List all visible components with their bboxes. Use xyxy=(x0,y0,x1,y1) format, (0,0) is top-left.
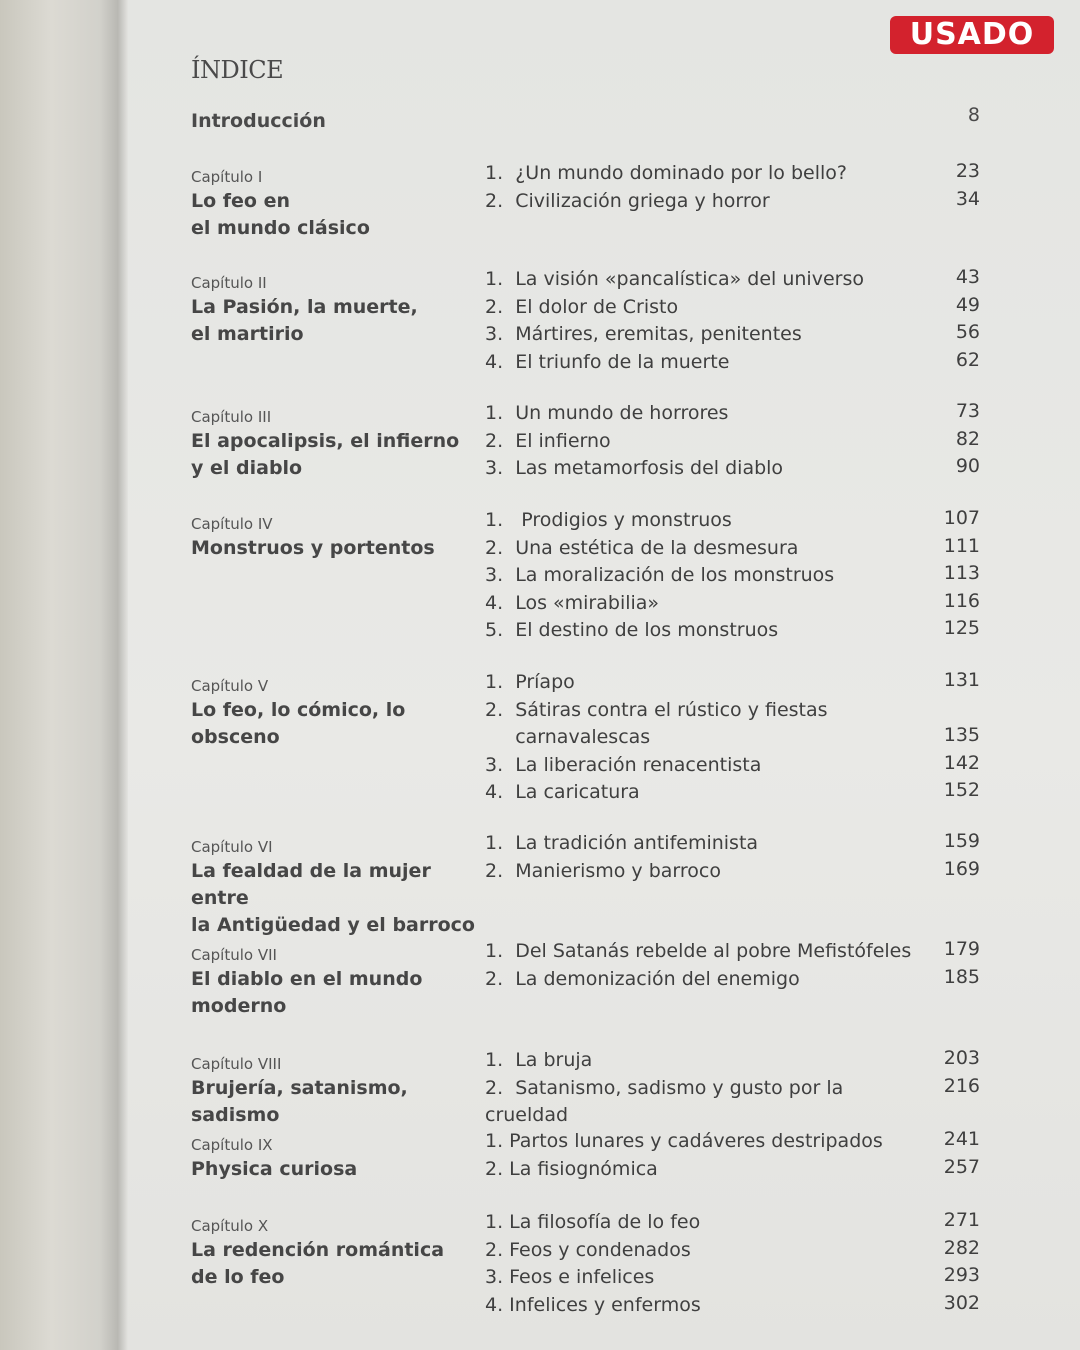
toc-entry-page-number: 302 xyxy=(943,1291,980,1314)
introduction-page-number: 8 xyxy=(967,104,980,126)
toc-entry-title: 1. La tradición antifeminista xyxy=(485,832,759,854)
toc-entry-page-number: 49 xyxy=(955,293,980,316)
toc-entry-title: 1. La visión «pancalística» del universo xyxy=(485,268,864,290)
toc-entry xyxy=(485,669,985,697)
chapter-label: Capítulo X xyxy=(191,1217,269,1235)
toc-entry-title: 2. Una estética de la desmesura xyxy=(485,536,799,559)
toc-entry xyxy=(485,562,985,590)
book-spine xyxy=(0,0,128,1350)
toc-entry xyxy=(485,830,985,858)
toc-entry-title: 2. Civilización griega y horror xyxy=(485,189,770,212)
toc-entry-page-number: 185 xyxy=(943,965,980,988)
toc-entry-page-number: 34 xyxy=(955,187,980,210)
toc-entry-page-number: 73 xyxy=(955,400,980,422)
toc-entry-title: 4. Infelices y enfermos xyxy=(485,1293,701,1316)
chapter-entries xyxy=(485,938,985,993)
chapter-label: Capítulo VI xyxy=(191,838,273,856)
toc-entry-title: 4. Los «mirabilia» xyxy=(485,591,660,614)
toc-entry-page-number: 125 xyxy=(943,617,980,639)
toc-entry xyxy=(485,1264,985,1292)
chapter-entries xyxy=(485,830,985,885)
toc-entry-page-number: 82 xyxy=(955,427,980,450)
toc-entry-page-number: 216 xyxy=(943,1074,980,1097)
toc-entry xyxy=(485,1074,985,1126)
toc-entry-title: 2. El infierno xyxy=(485,429,611,452)
chapter-title: Lo feo en el mundo clásico xyxy=(191,190,370,239)
chapter-entries xyxy=(485,507,985,645)
chapter-title: Monstruos y portentos xyxy=(191,537,435,559)
toc-entry-title: 4. El triunfo de la muerte xyxy=(485,350,730,373)
toc-entry-page-number: 135 xyxy=(943,723,980,746)
chapter-title: Brujería, satanismo, sadismo xyxy=(191,1077,408,1126)
toc-entry-title: 3. Feos e infelices xyxy=(485,1266,655,1288)
toc-entry xyxy=(485,455,985,483)
toc-entry-page-number: 241 xyxy=(943,1128,980,1150)
toc-entry-title: 3. La moralización de los monstruos xyxy=(485,564,835,586)
toc-entry xyxy=(485,1047,985,1075)
toc-entry-title: 2. Satanismo, sadismo y gusto por la crueldad xyxy=(485,1076,850,1126)
toc-entry xyxy=(485,349,985,377)
chapter-label: Capítulo III xyxy=(191,408,272,426)
toc-entry-title: 1. ¿Un mundo dominado por lo bello? xyxy=(485,162,847,184)
chapter-title: El apocalipsis, el infierno y el diablo xyxy=(191,430,460,479)
chapter-title: El diablo en el mundo moderno xyxy=(191,968,423,1017)
toc-entry-page-number: 113 xyxy=(943,562,980,584)
toc-entry-title: 5. El destino de los monstruos xyxy=(485,619,779,641)
toc-entry-page-number: 62 xyxy=(955,348,980,371)
chapter-title: La fealdad de la mujer entre la Antigüedad y el barroco xyxy=(191,860,475,936)
chapter-title: Lo feo, lo cómico, lo obsceno xyxy=(191,699,406,748)
toc-entry-title: 2. La demonización del enemigo xyxy=(485,967,800,990)
chapter-entries xyxy=(485,160,985,215)
toc-entry xyxy=(485,617,985,645)
toc-entry xyxy=(485,535,985,563)
toc-entry xyxy=(485,966,985,994)
toc-entry-title: 3. Las metamorfosis del diablo xyxy=(485,457,784,479)
toc-entry xyxy=(485,266,985,294)
chapter-label: Capítulo IX xyxy=(191,1136,273,1154)
toc-entry xyxy=(485,779,985,807)
chapter-label: Capítulo I xyxy=(191,168,263,186)
toc-entry xyxy=(485,1156,985,1184)
toc-entry-page-number: 131 xyxy=(943,669,980,691)
toc-entry xyxy=(485,697,985,752)
toc-entry-title: 1. La filosofía de lo feo xyxy=(485,1211,701,1233)
toc-entry xyxy=(485,1209,985,1237)
chapter-entries xyxy=(485,1047,985,1126)
toc-entry-page-number: 56 xyxy=(955,321,980,343)
toc-entry xyxy=(485,400,985,428)
chapter-title: La redención romántica de lo feo xyxy=(191,1239,445,1288)
toc-entry-page-number: 293 xyxy=(943,1264,980,1286)
toc-entry-title: 1. Un mundo de horrores xyxy=(485,402,729,424)
toc-entry-page-number: 142 xyxy=(943,751,980,774)
toc-entry-title: 1. Prodigios y monstruos xyxy=(485,509,732,531)
toc-entry-page-number: 107 xyxy=(943,507,980,529)
chapter-title: Physica curiosa xyxy=(191,1158,358,1180)
toc-entry-page-number: 43 xyxy=(955,266,980,288)
toc-entry-title: 2. El dolor de Cristo xyxy=(485,295,679,318)
toc-entry-page-number: 152 xyxy=(943,779,980,801)
toc-entry-title: 2. Feos y condenados xyxy=(485,1238,691,1261)
toc-entry xyxy=(485,858,985,886)
toc-entry-title: 1. Príapo xyxy=(485,671,575,693)
toc-entry xyxy=(485,590,985,618)
introduction-label: Introducción xyxy=(191,110,326,132)
chapter-label: Capítulo V xyxy=(191,677,269,695)
toc-entry xyxy=(485,188,985,216)
toc-entry xyxy=(485,938,985,966)
chapter-label: Capítulo II xyxy=(191,274,267,292)
toc-entry xyxy=(485,321,985,349)
toc-entry-page-number: 282 xyxy=(943,1236,980,1259)
toc-entry xyxy=(485,294,985,322)
toc-entry-page-number: 257 xyxy=(943,1155,980,1178)
toc-entry-title: 2. Manierismo y barroco xyxy=(485,859,721,882)
toc-entry xyxy=(485,428,985,456)
chapter-entries xyxy=(485,669,985,807)
chapter-title: La Pasión, la muerte, el martirio xyxy=(191,296,418,345)
chapter-entries xyxy=(485,1128,985,1183)
toc-entry-title: 4. La caricatura xyxy=(485,781,640,803)
toc-entry-title: 1. Del Satanás rebelde al pobre Mefistófeles xyxy=(485,940,912,962)
toc-entry-title: 3. Mártires, eremitas, penitentes xyxy=(485,323,802,345)
toc-entry-page-number: 90 xyxy=(955,455,980,477)
toc-entry xyxy=(485,752,985,780)
toc-entry-page-number: 169 xyxy=(943,857,980,880)
toc-entry-title: 2. La fisiognómica xyxy=(485,1157,658,1180)
toc-entry xyxy=(485,1128,985,1156)
chapter-label: Capítulo VII xyxy=(191,946,277,964)
chapter-entries xyxy=(485,400,985,483)
chapter-label: Capítulo VIII xyxy=(191,1055,282,1073)
toc-entry-page-number: 111 xyxy=(943,534,980,557)
used-badge: USADO xyxy=(890,16,1054,54)
toc-entry-page-number: 159 xyxy=(943,830,980,852)
chapter-entries xyxy=(485,1209,985,1319)
toc-entry-page-number: 179 xyxy=(943,938,980,960)
toc-entry xyxy=(485,1292,985,1320)
toc-entry-page-number: 116 xyxy=(943,589,980,612)
toc-entry xyxy=(485,160,985,188)
toc-entry-title: 1. Partos lunares y cadáveres destripados xyxy=(485,1130,883,1152)
toc-entry-page-number: 23 xyxy=(955,160,980,182)
toc-entry xyxy=(485,1237,985,1265)
toc-entry-page-number: 271 xyxy=(943,1209,980,1231)
toc-entry-title: 2. Sátiras contra el rústico y fiestas carnavalescas xyxy=(485,698,828,748)
index-title: ÍNDICE xyxy=(191,56,284,84)
toc-entry-title: 3. La liberación renacentista xyxy=(485,753,762,776)
toc-entry-page-number: 203 xyxy=(943,1047,980,1069)
chapter-entries xyxy=(485,266,985,376)
toc-entry-title: 1. La bruja xyxy=(485,1049,593,1071)
chapter-label: Capítulo IV xyxy=(191,515,273,533)
toc-entry xyxy=(485,507,985,535)
